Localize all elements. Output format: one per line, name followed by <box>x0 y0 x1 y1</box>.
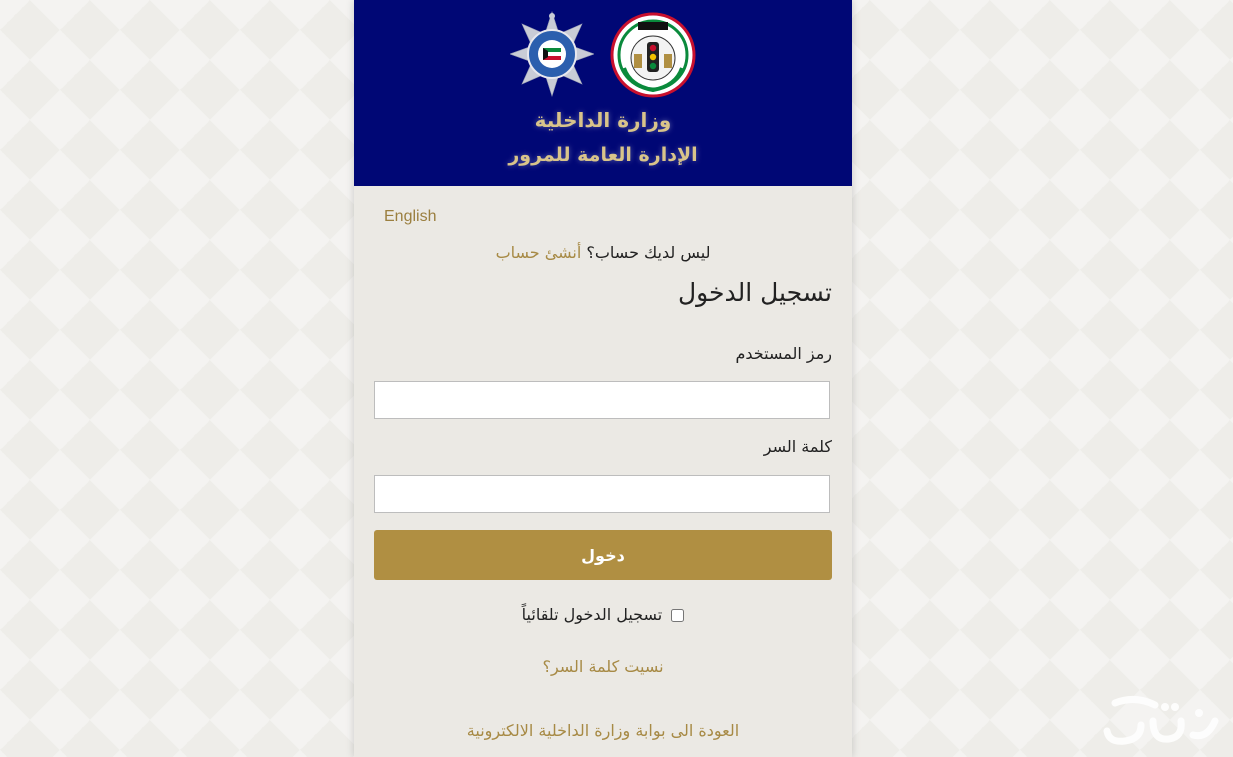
department-title: الإدارة العامة للمرور <box>508 144 698 166</box>
language-switch-link[interactable]: English <box>384 208 437 225</box>
create-account-link[interactable]: أنشئ حساب <box>495 243 582 262</box>
back-to-portal-link[interactable]: العودة الى بوابة وزارة الداخلية الالكترونية <box>466 721 740 740</box>
police-emblem-icon <box>510 8 594 102</box>
remember-me-label: تسجيل الدخول تلقائياً <box>521 605 663 624</box>
page-title: تسجيل الدخول <box>677 278 832 307</box>
remember-me <box>354 605 852 624</box>
signup-question: ليس لديك حساب؟ <box>586 243 711 262</box>
traffic-emblem-icon <box>610 12 696 98</box>
watermark-logo-icon <box>1095 691 1225 751</box>
signup-prompt <box>354 243 852 262</box>
username-label: رمز المستخدم <box>735 344 832 363</box>
login-card <box>354 0 852 757</box>
ministry-title: وزارة الداخلية <box>534 108 672 132</box>
header-banner <box>354 0 852 186</box>
forgot-password-link[interactable]: نسيت كلمة السر؟ <box>542 657 664 676</box>
remember-me-checkbox[interactable] <box>671 609 684 622</box>
password-label: كلمة السر <box>763 437 832 456</box>
username-input[interactable] <box>374 381 830 419</box>
login-button[interactable]: دخول <box>374 530 832 580</box>
password-input[interactable] <box>374 475 830 513</box>
